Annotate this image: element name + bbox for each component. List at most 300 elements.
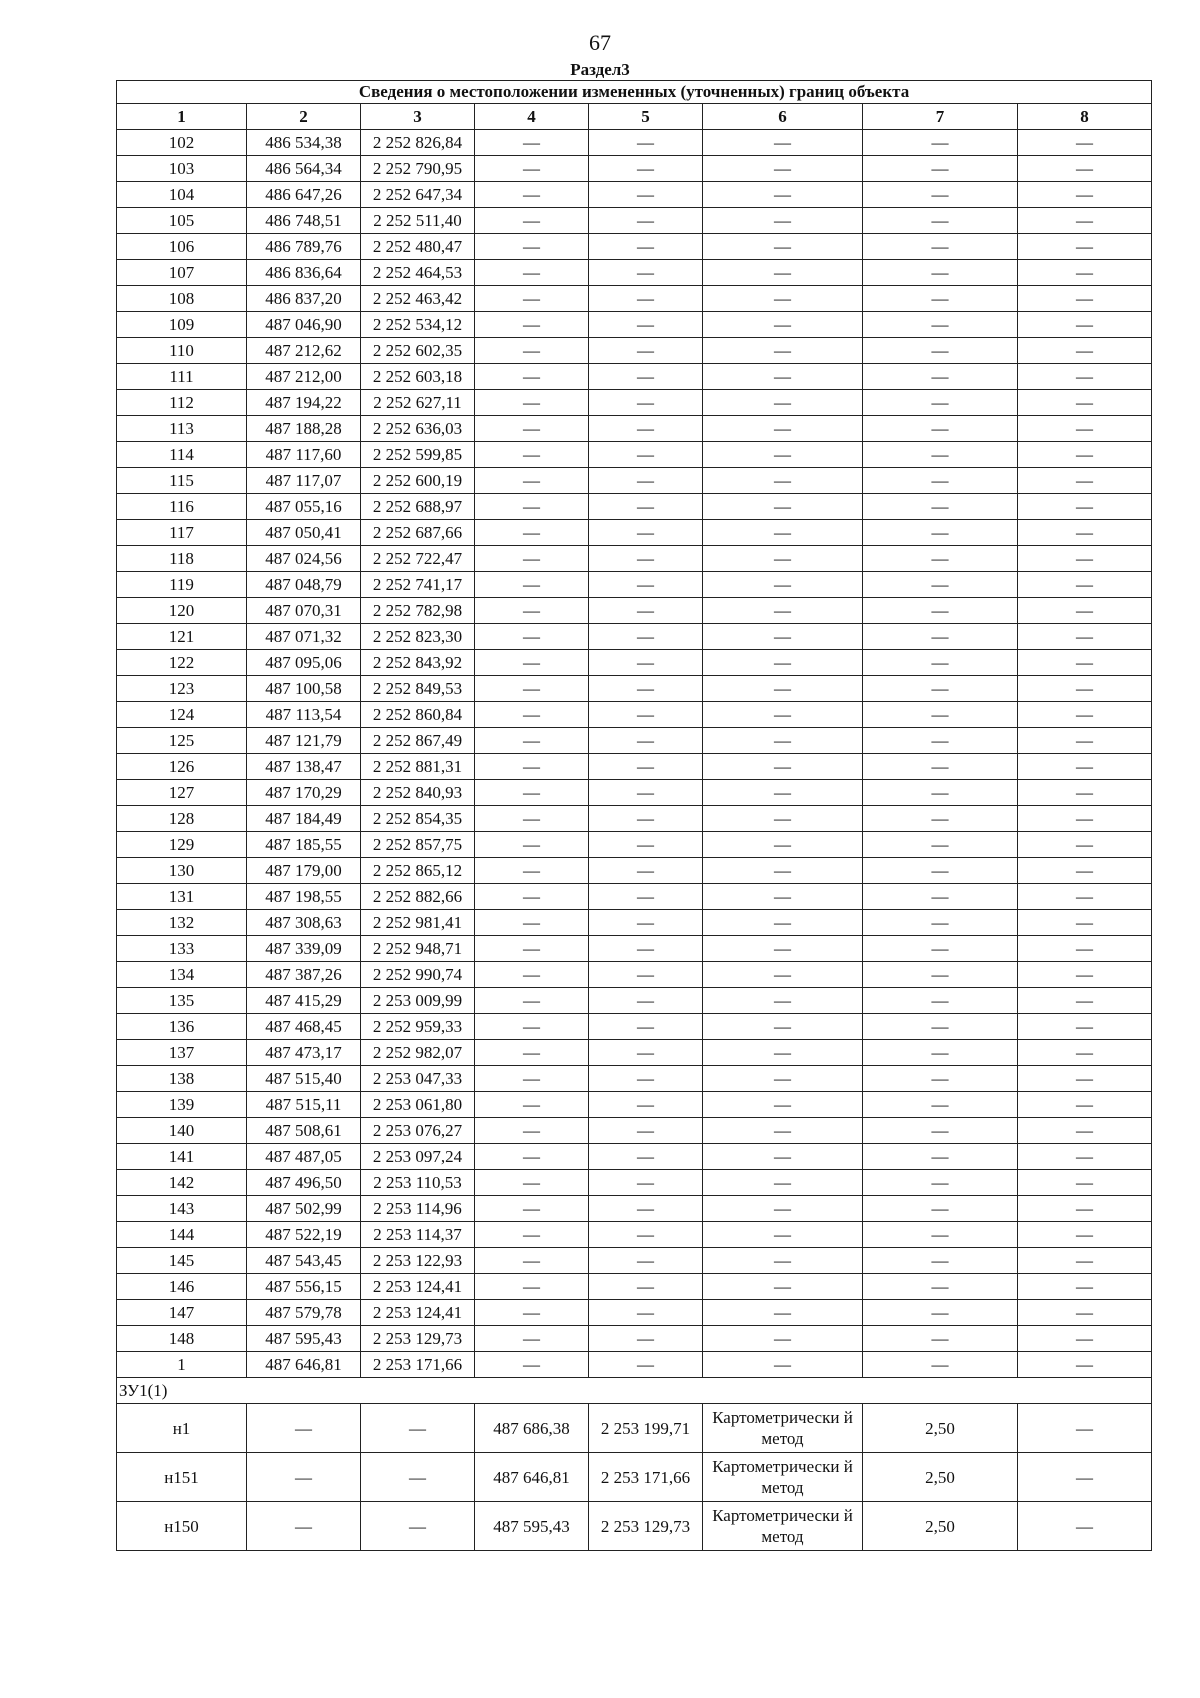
dash-cell: —: [703, 520, 863, 546]
table-cell: 2 252 854,35: [361, 806, 475, 832]
table-row: [117, 832, 1152, 858]
table-cell: 142: [117, 1170, 247, 1196]
dash-cell: —: [703, 494, 863, 520]
dash-cell: —: [1018, 936, 1152, 962]
dash-cell: —: [703, 1092, 863, 1118]
dash-cell: —: [1018, 208, 1152, 234]
table-cell: 2 252 600,19: [361, 468, 475, 494]
table-cell: 487 055,16: [247, 494, 361, 520]
dash-cell: —: [703, 182, 863, 208]
dash-cell: —: [863, 1274, 1018, 1300]
dash-cell: —: [1018, 390, 1152, 416]
dash-cell: —: [1018, 130, 1152, 156]
table-cell: 487 071,32: [247, 624, 361, 650]
table-cell: 2 252 823,30: [361, 624, 475, 650]
table-cell: 106: [117, 234, 247, 260]
table-cell: 2 252 826,84: [361, 130, 475, 156]
table-cell: 2 253 076,27: [361, 1118, 475, 1144]
dash-cell: —: [863, 1092, 1018, 1118]
dash-cell: —: [589, 390, 703, 416]
column-header: 8: [1018, 104, 1152, 130]
table-row: [117, 676, 1152, 702]
dash-cell: —: [863, 1352, 1018, 1378]
dash-cell: —: [475, 832, 589, 858]
dash-cell: —: [703, 728, 863, 754]
dash-cell: —: [863, 520, 1018, 546]
table-cell: 487 212,62: [247, 338, 361, 364]
table-cell: 2 252 782,98: [361, 598, 475, 624]
dash-cell: —: [703, 312, 863, 338]
dash-cell: —: [863, 338, 1018, 364]
table-cell: 103: [117, 156, 247, 182]
dash-cell: —: [475, 312, 589, 338]
table-cell: 487 487,05: [247, 1144, 361, 1170]
dash-cell: —: [1018, 416, 1152, 442]
table-cell: 125: [117, 728, 247, 754]
table-cell: 133: [117, 936, 247, 962]
table-cell: 2 253 110,53: [361, 1170, 475, 1196]
dash-cell: —: [589, 442, 703, 468]
group-label: ЗУ1(1): [117, 1378, 1152, 1404]
method-cell: Картометрически й метод: [703, 1404, 863, 1453]
table-cell: 2,50: [863, 1404, 1018, 1453]
table-cell: н150: [117, 1502, 247, 1551]
dash-cell: —: [589, 494, 703, 520]
table-cell: 487 046,90: [247, 312, 361, 338]
table-row: [117, 442, 1152, 468]
column-header: 7: [863, 104, 1018, 130]
dash-cell: —: [589, 936, 703, 962]
dash-cell: —: [863, 494, 1018, 520]
dash-cell: —: [589, 754, 703, 780]
dash-cell: —: [1018, 1040, 1152, 1066]
table-row: [117, 182, 1152, 208]
table-cell: 487 121,79: [247, 728, 361, 754]
dash-cell: —: [863, 234, 1018, 260]
group-row: [117, 1378, 1152, 1404]
dash-cell: —: [863, 910, 1018, 936]
dash-cell: —: [863, 1326, 1018, 1352]
dash-cell: —: [475, 780, 589, 806]
table-cell: 2 252 627,11: [361, 390, 475, 416]
table-cell: 140: [117, 1118, 247, 1144]
dash-cell: —: [589, 1248, 703, 1274]
table-cell: —: [1018, 1502, 1152, 1551]
dash-cell: —: [475, 234, 589, 260]
dash-cell: —: [589, 624, 703, 650]
dash-cell: —: [863, 1014, 1018, 1040]
dash-cell: —: [1018, 1222, 1152, 1248]
table-title: Сведения о местоположении измененных (уточненных) границ объекта: [117, 81, 1152, 104]
dash-cell: —: [703, 1300, 863, 1326]
table-cell: 486 789,76: [247, 234, 361, 260]
dash-cell: —: [863, 1300, 1018, 1326]
table-cell: 2 252 981,41: [361, 910, 475, 936]
dash-cell: —: [703, 364, 863, 390]
dash-cell: —: [863, 1040, 1018, 1066]
dash-cell: —: [589, 1014, 703, 1040]
table-cell: 141: [117, 1144, 247, 1170]
dash-cell: —: [475, 1222, 589, 1248]
dash-cell: —: [589, 130, 703, 156]
table-row: [117, 1404, 1152, 1453]
dash-cell: —: [475, 1352, 589, 1378]
table-cell: 137: [117, 1040, 247, 1066]
table-cell: 487 686,38: [475, 1404, 589, 1453]
table-row: [117, 1300, 1152, 1326]
table-cell: 2 252 865,12: [361, 858, 475, 884]
dash-cell: —: [703, 806, 863, 832]
table-cell: 143: [117, 1196, 247, 1222]
dash-cell: —: [703, 910, 863, 936]
table-row: [117, 1196, 1152, 1222]
dash-cell: —: [475, 1040, 589, 1066]
dash-cell: —: [475, 650, 589, 676]
dash-cell: —: [475, 130, 589, 156]
table-row: [117, 520, 1152, 546]
table-cell: 487 198,55: [247, 884, 361, 910]
dash-cell: —: [475, 572, 589, 598]
dash-cell: —: [589, 1092, 703, 1118]
table-row: [117, 1248, 1152, 1274]
dash-cell: —: [475, 1248, 589, 1274]
dash-cell: —: [1018, 676, 1152, 702]
table-cell: 487 515,40: [247, 1066, 361, 1092]
table-cell: 486 564,34: [247, 156, 361, 182]
table-cell: 120: [117, 598, 247, 624]
dash-cell: —: [1018, 858, 1152, 884]
table-cell: 487 595,43: [475, 1502, 589, 1551]
dash-cell: —: [1018, 338, 1152, 364]
dash-cell: —: [863, 650, 1018, 676]
dash-cell: —: [703, 650, 863, 676]
table-cell: 487 194,22: [247, 390, 361, 416]
dash-cell: —: [589, 1118, 703, 1144]
table-cell: н1: [117, 1404, 247, 1453]
dash-cell: —: [703, 390, 863, 416]
method-cell: Картометрически й метод: [703, 1453, 863, 1502]
dash-cell: —: [1018, 364, 1152, 390]
column-header: 2: [247, 104, 361, 130]
dash-cell: —: [1018, 1066, 1152, 1092]
dash-cell: —: [1018, 806, 1152, 832]
dash-cell: —: [589, 156, 703, 182]
table-cell: 134: [117, 962, 247, 988]
table-cell: н151: [117, 1453, 247, 1502]
dash-cell: —: [589, 1144, 703, 1170]
table-cell: 487 543,45: [247, 1248, 361, 1274]
dash-cell: —: [475, 1092, 589, 1118]
dash-cell: —: [1018, 1144, 1152, 1170]
dash-cell: —: [589, 598, 703, 624]
dash-cell: —: [1018, 754, 1152, 780]
table-row: [117, 1326, 1152, 1352]
column-header: 1: [117, 104, 247, 130]
table-cell: 2 252 881,31: [361, 754, 475, 780]
dash-cell: —: [1018, 1170, 1152, 1196]
table-cell: 2 252 603,18: [361, 364, 475, 390]
table-cell: 2 252 463,42: [361, 286, 475, 312]
dash-cell: —: [589, 1040, 703, 1066]
table-cell: 487 184,49: [247, 806, 361, 832]
dash-cell: —: [1018, 702, 1152, 728]
dash-cell: —: [1018, 780, 1152, 806]
dash-cell: —: [475, 1118, 589, 1144]
dash-cell: —: [475, 1300, 589, 1326]
dash-cell: —: [863, 1118, 1018, 1144]
dash-cell: —: [589, 312, 703, 338]
dash-cell: —: [1018, 156, 1152, 182]
dash-cell: —: [589, 1170, 703, 1196]
table-cell: 109: [117, 312, 247, 338]
dash-cell: —: [1018, 494, 1152, 520]
dash-cell: —: [589, 364, 703, 390]
table-cell: 2 252 722,47: [361, 546, 475, 572]
dash-cell: —: [475, 442, 589, 468]
table-row: [117, 1144, 1152, 1170]
dash-cell: —: [703, 416, 863, 442]
dash-cell: —: [863, 624, 1018, 650]
table-cell: 487 646,81: [247, 1352, 361, 1378]
dash-cell: —: [863, 208, 1018, 234]
table-cell: 2 252 534,12: [361, 312, 475, 338]
dash-cell: —: [475, 494, 589, 520]
dash-cell: —: [1018, 1300, 1152, 1326]
dash-cell: —: [1018, 988, 1152, 1014]
table-row: [117, 572, 1152, 598]
dash-cell: —: [703, 1144, 863, 1170]
table-cell: 110: [117, 338, 247, 364]
column-header: 3: [361, 104, 475, 130]
dash-cell: —: [1018, 546, 1152, 572]
table-row: [117, 364, 1152, 390]
table-cell: 487 212,00: [247, 364, 361, 390]
dash-cell: —: [589, 1274, 703, 1300]
table-cell: 135: [117, 988, 247, 1014]
table-cell: 487 048,79: [247, 572, 361, 598]
dash-cell: —: [703, 338, 863, 364]
table-cell: 111: [117, 364, 247, 390]
table-cell: 136: [117, 1014, 247, 1040]
table-cell: 105: [117, 208, 247, 234]
table-cell: 487 117,07: [247, 468, 361, 494]
table-cell: 132: [117, 910, 247, 936]
table-cell: 487 170,29: [247, 780, 361, 806]
dash-cell: —: [589, 676, 703, 702]
dash-cell: —: [703, 208, 863, 234]
table-cell: 147: [117, 1300, 247, 1326]
table-cell: 127: [117, 780, 247, 806]
table-cell: 487 522,19: [247, 1222, 361, 1248]
table-cell: 124: [117, 702, 247, 728]
table-cell: 2 253 114,37: [361, 1222, 475, 1248]
dash-cell: —: [475, 1274, 589, 1300]
table-row: [117, 260, 1152, 286]
table-row: [117, 1352, 1152, 1378]
table-cell: 112: [117, 390, 247, 416]
dash-cell: —: [1018, 1092, 1152, 1118]
dash-cell: —: [589, 728, 703, 754]
dash-cell: —: [475, 208, 589, 234]
table-cell: 108: [117, 286, 247, 312]
dash-cell: —: [1018, 234, 1152, 260]
dash-cell: —: [475, 520, 589, 546]
dash-cell: —: [475, 182, 589, 208]
table-cell: 2 253 171,66: [361, 1352, 475, 1378]
table-row: [117, 962, 1152, 988]
dash-cell: —: [863, 312, 1018, 338]
dash-cell: —: [589, 702, 703, 728]
dash-cell: —: [1018, 1274, 1152, 1300]
dash-cell: —: [1018, 910, 1152, 936]
table-cell: 102: [117, 130, 247, 156]
dash-cell: —: [1018, 728, 1152, 754]
dash-cell: —: [703, 130, 863, 156]
dash-cell: —: [1018, 1118, 1152, 1144]
table-row: [117, 884, 1152, 910]
table-cell: 2 253 009,99: [361, 988, 475, 1014]
table-cell: 119: [117, 572, 247, 598]
table-cell: 2 253 129,73: [589, 1502, 703, 1551]
table-row: [117, 728, 1152, 754]
dash-cell: —: [863, 780, 1018, 806]
table-row: [117, 494, 1152, 520]
dash-cell: —: [863, 598, 1018, 624]
table-row: [117, 780, 1152, 806]
table-cell: 487 508,61: [247, 1118, 361, 1144]
table-cell: 487 185,55: [247, 832, 361, 858]
page-number: 67: [589, 30, 611, 55]
table-cell: 487 117,60: [247, 442, 361, 468]
table-cell: 121: [117, 624, 247, 650]
table-cell: 486 837,20: [247, 286, 361, 312]
table-cell: 117: [117, 520, 247, 546]
dash-cell: —: [589, 468, 703, 494]
table-cell: 2 252 882,66: [361, 884, 475, 910]
dash-cell: —: [863, 1196, 1018, 1222]
table-row: [117, 286, 1152, 312]
table-cell: 2 252 599,85: [361, 442, 475, 468]
table-cell: 131: [117, 884, 247, 910]
table-cell: 2 252 480,47: [361, 234, 475, 260]
dash-cell: —: [1018, 1014, 1152, 1040]
table-row: [117, 1502, 1152, 1551]
table-cell: 487 179,00: [247, 858, 361, 884]
dash-cell: —: [703, 260, 863, 286]
table-row: [117, 1453, 1152, 1502]
table-row: [117, 156, 1152, 182]
dash-cell: —: [703, 1248, 863, 1274]
dash-cell: —: [703, 468, 863, 494]
dash-cell: —: [703, 1170, 863, 1196]
table-row: [117, 1066, 1152, 1092]
table-cell: 2 252 687,66: [361, 520, 475, 546]
table-row: [117, 806, 1152, 832]
table-row: [117, 468, 1152, 494]
dash-cell: —: [863, 260, 1018, 286]
dash-cell: —: [475, 728, 589, 754]
table-row: [117, 390, 1152, 416]
dash-cell: —: [475, 624, 589, 650]
dash-cell: —: [863, 936, 1018, 962]
table-cell: 115: [117, 468, 247, 494]
dash-cell: —: [1018, 1352, 1152, 1378]
dash-cell: —: [863, 182, 1018, 208]
dash-cell: —: [1018, 286, 1152, 312]
dash-cell: —: [863, 1248, 1018, 1274]
dash-cell: —: [475, 1326, 589, 1352]
dash-cell: —: [475, 962, 589, 988]
dash-cell: —: [475, 1014, 589, 1040]
table-row: [117, 416, 1152, 442]
table-cell: 487 113,54: [247, 702, 361, 728]
dash-cell: —: [475, 676, 589, 702]
dash-cell: —: [703, 286, 863, 312]
dash-cell: —: [1018, 182, 1152, 208]
table-cell: 2 252 860,84: [361, 702, 475, 728]
dash-cell: —: [475, 702, 589, 728]
dash-cell: —: [703, 962, 863, 988]
dash-cell: —: [863, 676, 1018, 702]
dash-cell: —: [475, 286, 589, 312]
table-cell: 113: [117, 416, 247, 442]
column-header: 5: [589, 104, 703, 130]
table-row: [117, 1222, 1152, 1248]
dash-cell: —: [475, 156, 589, 182]
dash-cell: —: [589, 208, 703, 234]
dash-cell: —: [475, 260, 589, 286]
table-cell: 2 252 647,34: [361, 182, 475, 208]
dash-cell: —: [475, 1196, 589, 1222]
dash-cell: —: [703, 442, 863, 468]
dash-cell: —: [1018, 624, 1152, 650]
table-cell: 2 252 840,93: [361, 780, 475, 806]
table-cell: 116: [117, 494, 247, 520]
dash-cell: —: [475, 806, 589, 832]
table-cell: 486 748,51: [247, 208, 361, 234]
table-row: [117, 1170, 1152, 1196]
table-cell: 2 253 199,71: [589, 1404, 703, 1453]
dash-cell: —: [1018, 520, 1152, 546]
dash-cell: —: [589, 286, 703, 312]
dash-cell: —: [863, 572, 1018, 598]
dash-cell: —: [703, 676, 863, 702]
table-cell: 114: [117, 442, 247, 468]
section-title: Раздел3: [570, 60, 630, 79]
table-row: [117, 702, 1152, 728]
dash-cell: —: [703, 1118, 863, 1144]
dash-cell: —: [863, 988, 1018, 1014]
dash-cell: —: [475, 338, 589, 364]
table-cell: 2 252 857,75: [361, 832, 475, 858]
dash-cell: —: [863, 884, 1018, 910]
table-cell: 126: [117, 754, 247, 780]
table-cell: —: [1018, 1453, 1152, 1502]
dash-cell: —: [863, 130, 1018, 156]
dash-cell: —: [589, 572, 703, 598]
dash-cell: —: [475, 910, 589, 936]
dash-cell: —: [475, 1066, 589, 1092]
dash-cell: —: [589, 780, 703, 806]
table-cell: 487 579,78: [247, 1300, 361, 1326]
table-row: [117, 1040, 1152, 1066]
table-row: [117, 1274, 1152, 1300]
dash-cell: —: [475, 1170, 589, 1196]
table-cell: 2 252 843,92: [361, 650, 475, 676]
table-cell: —: [361, 1502, 475, 1551]
table-cell: 487 095,06: [247, 650, 361, 676]
table-cell: —: [247, 1453, 361, 1502]
